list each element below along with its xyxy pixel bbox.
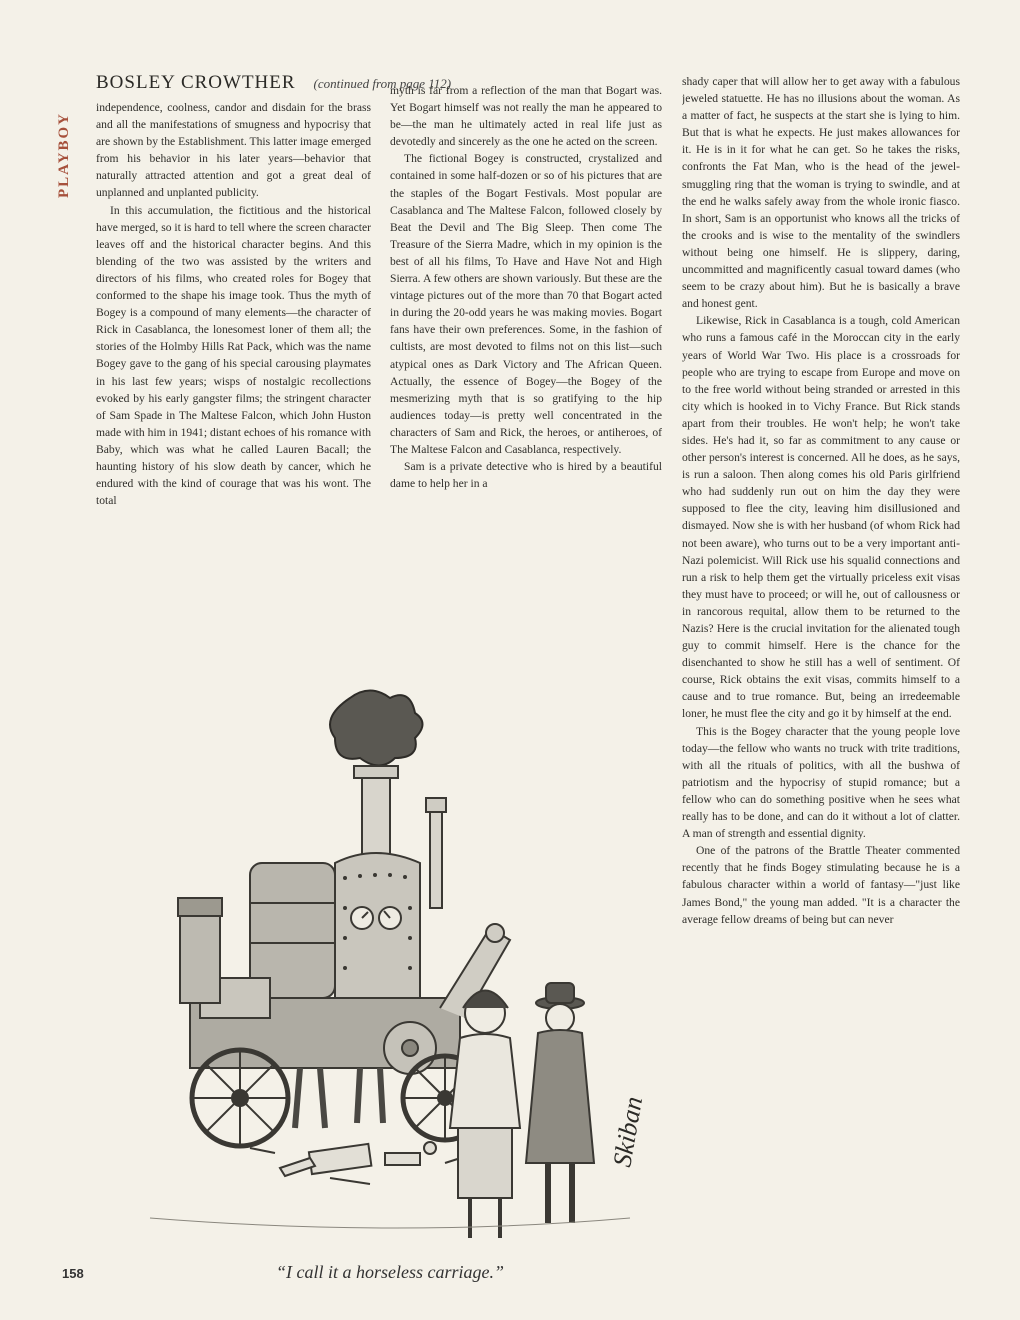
scattered-tools xyxy=(250,1142,470,1184)
boiler xyxy=(335,853,420,1018)
smokestack xyxy=(362,773,390,863)
paragraph: shady caper that will allow her to get away with a fabulous jeweled statuette. He has no illusions about the woman. As a matter of fact, he suspects at the start she is lying to him. But that is what he expects. He just makes allowances for it. He is in it for what he can get. So he takes the risks, confronts the Fat Man, who is the head of the jewel-smuggling ring that the woman is trying to swindle, and at the end he walks safely away from the whole ironic fiasco. In short, Sam is an opportunist who knows all the tricks of the crooks and is wise to the mentality of the swindlers without being one himself. He is slippery, daring, uncommitted and magnificently casual toward dames (who seem to be crazy about him). But he is basically a brave and honest gent. xyxy=(682,75,960,311)
cartoon-illustration xyxy=(100,678,660,1258)
paragraph: Sam is a private detective who is hired by a beautiful dame to help her in a xyxy=(390,460,662,491)
cartoon-caption: “I call it a horseless carriage.” xyxy=(276,1262,504,1282)
paragraph: This is the Bogey character that the young people love today—the fellow who wants no truck with trite traditions, with all the rituals of politics, with all the bushwa of patriotism and the hypocrisy of stupid romance; but a fellow who can do something positive when he sees what really has to be done, and can do it without a lot of clatter. A man of strength and essential dignity. xyxy=(682,724,960,841)
paragraph: The fictional Bogey is constructed, crystalized and contained in some half-dozen or so of his pictures that are the staples of the Bogart Festivals. Most popular are Casablanca and The Maltese Falcon, followed closely by Beat the Devil and The Big Sleep. Then come The Treasure of the Sierra Madre, which in my opinion is the best of all his films, To Have and Have Not and High Sierra. A few others are shown variously. But these are the vintage pictures out of the more than 70 that Bogart acted in during the 20-odd years he was making movies. Bogart fans have their own preferences. Some, in the fashion of cultists, are most devoted to films not on this list—such atypical ones as Dark Victory and The African Queen. Actually, the essence of Bogey—the Bogey of the mesmerizing myth that is so gratifying to the hip audiences today—is pretty well concentrated in the characters of Sam and Rick, the heroes, or antiheroes, of The Maltese Falcon and Casablanca, respectively. xyxy=(390,152,662,456)
paragraph: Likewise, Rick in Casablanca is a tough, cold American who runs a famous café in the Moroccan city in the early years of World War Two. His place is a crossroads for people who are trying to escape from Europe and move on to the free world without being stranded or arrested in this city which is hooked in to Vichy France. But Rick stands apart from their troubles. He won't help; he won't take sides. He's had it, so far as commitment to any cause or other person's interest is concerned. All he does, as he says, is run a saloon. Then along comes his old Paris girlfriend who had suddenly run out on him the day they were supposed to flee the city, leaving him disillusioned and dismayed. Now she is with her husband (of whom Rick had not been aware), who turns out to be a very important anti-Nazi polemicist. Will Rick use his squalid connections and run a risk to help them get the virtually priceless exit visas they must have to proceed; or will he, out of callousness or in rancorous requital, allow them to be returned to the Nazis? Here is the crucial invitation for the alienated tough guy to commit himself. Here is the chance for the disenchanted to show he still has a well of sentiment. Of course, Rick obtains the exit visas, commits himself to a cause and to true romance. But, being an irredeemable loner, he must flee the city and go it by himself at the end. xyxy=(682,314,960,721)
masthead: PLAYBOY xyxy=(56,112,72,198)
rear-wheel xyxy=(192,1050,288,1146)
continued-note: (continued from page 112) xyxy=(313,76,452,91)
paragraph: One of the patrons of the Brattle Theater commented recently that he finds Bogey stimulating because he is a fabulous character within a world of fantasy—"just like James Bond," the young man added. "It is a character the average fellow dreams of being but can never xyxy=(682,844,960,926)
man-figure xyxy=(526,983,594,1223)
paragraph: myth is far from a reflection of the man that Bogart was. Yet Bogart himself was not really the man he appeared to be—the man he ultimately acted in real life just as devotedly and sincerely as the one he acted on the screen. xyxy=(390,84,662,149)
text-column-3 xyxy=(682,73,960,1288)
text-column-2 xyxy=(390,82,662,670)
paragraph: In this accumulation, the fictitious and the historical have merged, so it is hard to tell where the screen character leaves off and the historical character begins. And this blending of the two was assisted by the writers and directors of his films, who created roles for Bogey that conformed to the shape his image took. Thus the myth of Bogey is a compound of many elements—the character of Rick in Casablanca, the lonesomest loner of them all; the stories of the Holmby Hills Rat Pack, which was the name Bogey gave to the gang of his special carousing playmates in his last few years; wisps of nostalgic recollections evoked by his early gangster films; the stringent character of Sam Spade in The Maltese Falcon, which John Huston made with him in 1941; distant echoes of his romance with Baby, which was what he called Lauren Bacall; the haunting history of his slow death by cancer, which he endured with the kind of courage that was his wont. The total xyxy=(96,203,371,508)
author-byline: BOSLEY CROWTHER xyxy=(96,72,296,93)
smoke-plume xyxy=(330,691,423,766)
page-number: 158 xyxy=(62,1266,84,1281)
text-column-1 xyxy=(96,99,371,669)
artist-signature: Skiban xyxy=(607,1094,649,1170)
paragraph: independence, coolness, candor and disdain for the brass and all the manifestations of smugness and hypocrisy that are shown by the Establishment. This latter image emerged from his behavior in his later years—behavior that naturally attracted attention and got a great deal of unplanned and unplanted publicity. xyxy=(96,101,371,200)
